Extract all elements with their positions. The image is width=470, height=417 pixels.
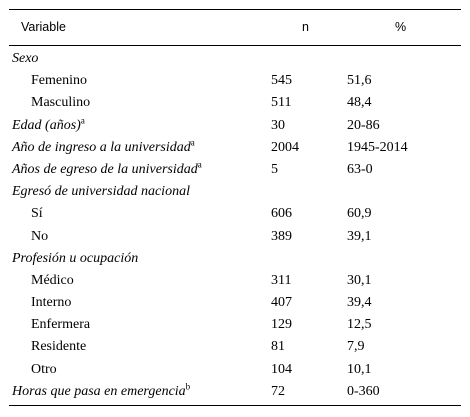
row-n: 606 [271, 206, 292, 222]
table-header [9, 10, 461, 46]
row-n: 129 [271, 317, 292, 333]
data-table [9, 9, 461, 406]
row-label [31, 317, 90, 333]
table-row [9, 359, 461, 381]
row-label-text: Sí [31, 206, 43, 222]
row-pct: 10,1 [347, 361, 372, 377]
row-label-text: Egresó de universidad nacional [12, 184, 190, 200]
row-label [12, 137, 195, 156]
table-body [9, 46, 461, 405]
row-label-text: Profesión u ocupación [12, 250, 139, 266]
row-label [12, 381, 191, 400]
row-label [31, 206, 43, 222]
table-row [9, 270, 461, 292]
row-pct: 63-0 [347, 161, 373, 177]
row-pct: 0-360 [347, 383, 380, 399]
row-label-text: Año de ingreso a la universidad [12, 139, 191, 155]
table-row [9, 226, 461, 248]
row-label-text: No [31, 228, 49, 244]
row-pct: 48,4 [347, 95, 372, 111]
row-label [12, 51, 38, 67]
row-pct: 20-86 [347, 117, 380, 133]
table-row [9, 70, 461, 92]
table-row [9, 203, 461, 225]
row-pct: 30,1 [347, 272, 372, 288]
row-pct: 39,1 [347, 228, 372, 244]
row-label-text: Edad (años) [12, 117, 81, 133]
row-label-text: Médico [31, 272, 74, 288]
table-row [9, 314, 461, 336]
row-n: 72 [271, 383, 285, 399]
row-label [31, 339, 86, 355]
row-pct: 12,5 [347, 317, 372, 333]
row-label [12, 114, 85, 134]
row-label [31, 273, 74, 289]
row-label-text: Otro [31, 361, 57, 377]
table-row-category [9, 115, 461, 137]
table-row-category [9, 381, 461, 403]
table-row [9, 292, 461, 314]
row-label [31, 295, 71, 311]
table-row [9, 336, 461, 358]
footnote-marker: a [190, 137, 195, 148]
row-n: 81 [271, 339, 285, 355]
header-pct: % [395, 20, 407, 34]
row-n: 407 [271, 295, 292, 311]
row-n: 2004 [271, 139, 299, 155]
table-row [9, 92, 461, 114]
table-row-category [9, 137, 461, 159]
row-label-text: Interno [31, 295, 72, 311]
footnote-marker: a [80, 114, 85, 125]
row-pct: 60,9 [347, 206, 372, 222]
row-pct: 1945-2014 [347, 139, 408, 155]
row-n: 311 [271, 272, 292, 288]
row-n: 511 [271, 95, 292, 111]
row-pct: 39,4 [347, 295, 372, 311]
row-n: 389 [271, 228, 292, 244]
footnote-marker: a [197, 159, 202, 170]
table-row-category [9, 248, 461, 270]
row-label-text: Enfermera [31, 317, 91, 333]
row-label [12, 251, 138, 267]
row-pct: 51,6 [347, 73, 372, 89]
table-row-category [9, 159, 461, 181]
row-label [31, 73, 87, 89]
row-label-text: Sexo [12, 51, 39, 66]
header-n: n [302, 20, 309, 34]
table-row-category [9, 48, 461, 70]
row-label [31, 229, 48, 245]
row-label-text: Masculino [31, 95, 91, 111]
row-label [31, 95, 90, 111]
row-label-text: Años de egreso de la universidad [12, 161, 198, 177]
header-variable: Variable [21, 20, 66, 34]
row-label [12, 159, 202, 178]
row-n: 5 [271, 161, 278, 177]
row-label [12, 184, 190, 200]
row-n: 104 [271, 361, 292, 377]
row-label-text: Residente [31, 339, 87, 355]
footnote-marker: b [185, 381, 191, 392]
table-row-category [9, 181, 461, 203]
row-label-text: Femenino [31, 73, 87, 89]
row-label-text: Horas que pasa en emergencia [12, 383, 186, 399]
row-n: 30 [271, 117, 285, 133]
row-label [31, 362, 57, 378]
row-n: 545 [271, 73, 292, 89]
row-pct: 7,9 [347, 339, 365, 355]
